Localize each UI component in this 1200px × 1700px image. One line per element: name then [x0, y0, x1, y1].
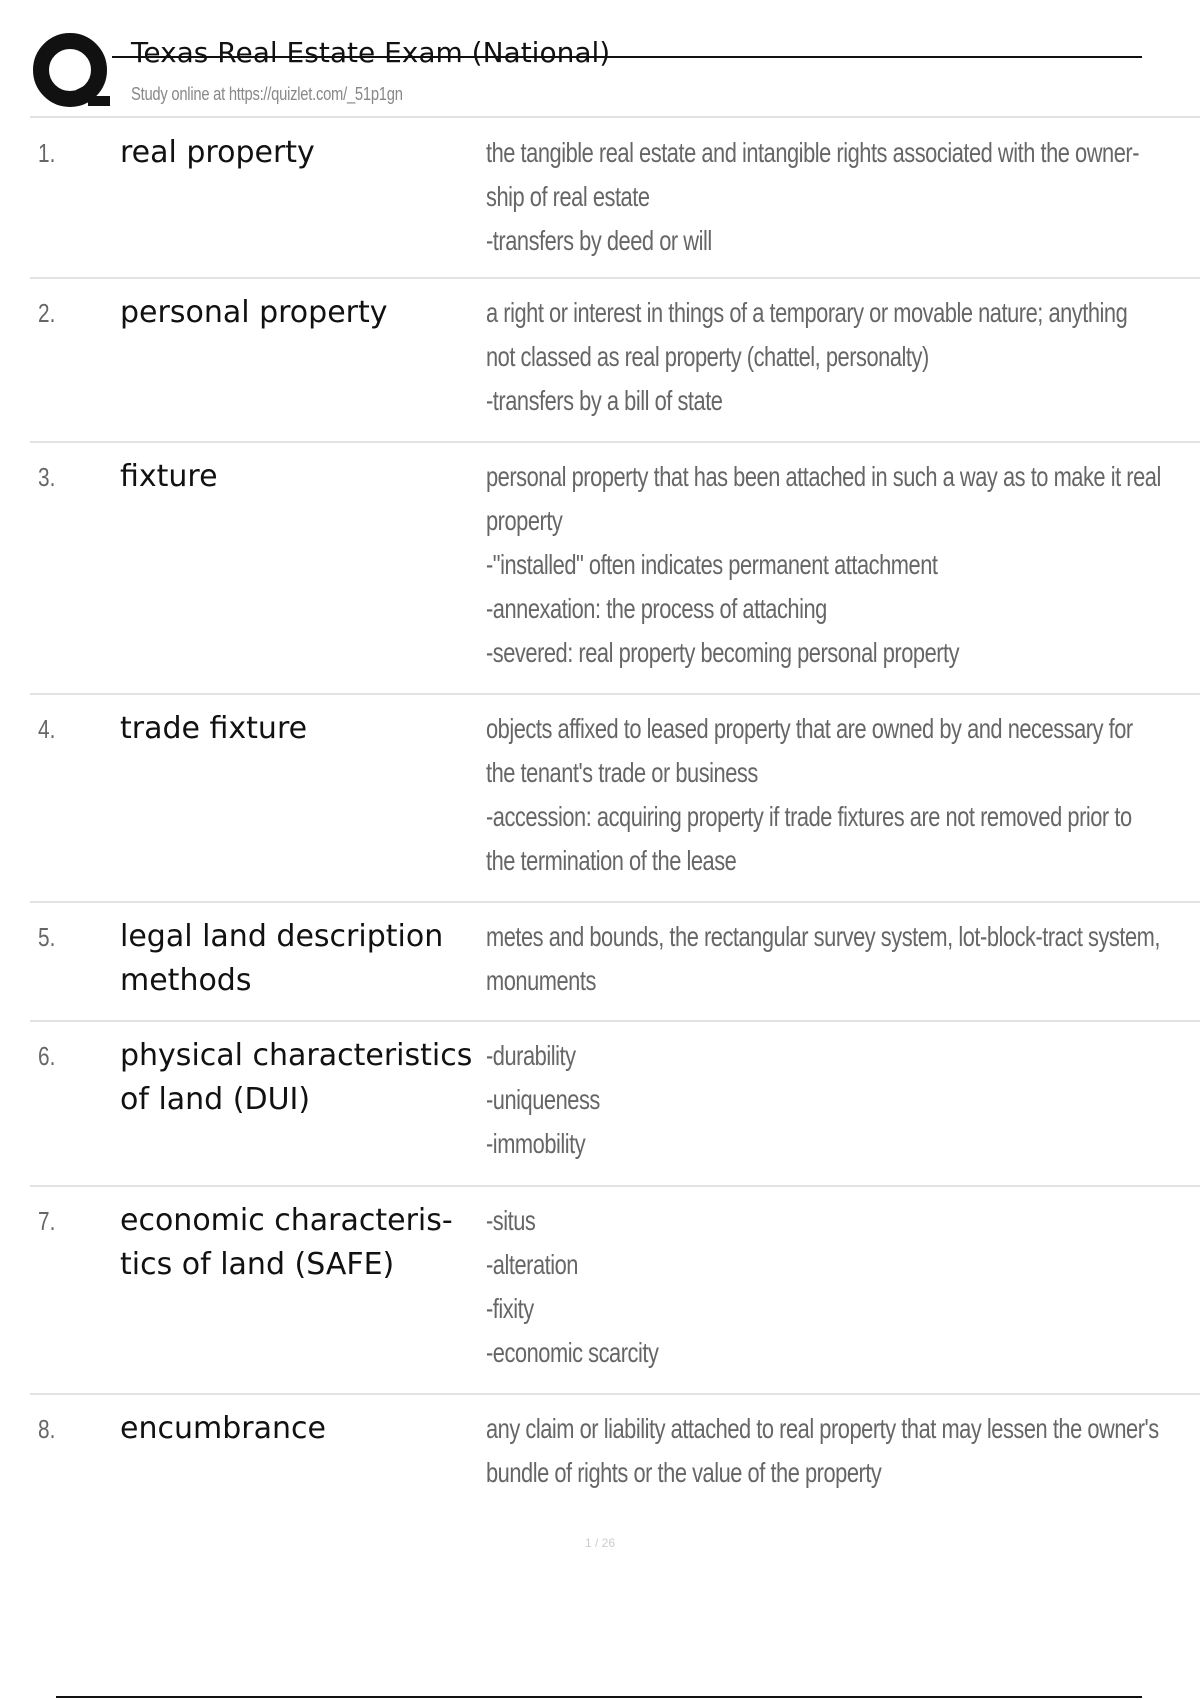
definition-line: -transfers by a bill of state — [486, 385, 723, 416]
card-number: 1. — [38, 138, 56, 168]
flashcard-row — [30, 277, 1200, 441]
definition-line: a right or interest in things of a temporary or movable nature; anything — [486, 297, 1128, 328]
study-online-link[interactable]: Study online at https://quizlet.com/_51p1gn — [131, 84, 403, 104]
card-term: economic characteris-tics of land (SAFE) — [120, 1203, 453, 1282]
definition-line: -immobility — [486, 1128, 586, 1159]
card-number: 3. — [38, 462, 56, 492]
card-number: 7. — [38, 1206, 56, 1236]
flashcard-list — [30, 116, 1200, 1513]
card-number: 2. — [38, 298, 56, 328]
card-definition — [486, 455, 1200, 675]
definition-line: not classed as real property (chattel, personalty) — [486, 341, 929, 372]
card-term: fixture — [120, 459, 218, 494]
card-definition — [486, 707, 1200, 883]
definition-line: the tangible real estate and intangible rights associated with the owner- — [486, 137, 1140, 168]
quizlet-logo-icon — [32, 32, 112, 112]
card-definition — [486, 131, 1200, 263]
card-definition — [486, 291, 1200, 423]
card-number: 6. — [38, 1041, 56, 1071]
card-definition — [486, 1034, 1200, 1166]
flashcard-row — [30, 693, 1200, 901]
definition-line: -fixity — [486, 1293, 534, 1324]
definition-line: ship of real estate — [486, 181, 650, 212]
flashcard-row — [30, 116, 1200, 277]
definition-line: personal property that has been attached in such a way as to make it real — [486, 461, 1161, 492]
card-number: 4. — [38, 714, 56, 744]
footer-rule — [56, 1696, 1142, 1698]
flashcard-row — [30, 1020, 1200, 1185]
definition-line: the termination of the lease — [486, 845, 737, 876]
definition-line: the tenant's trade or business — [486, 757, 758, 788]
definition-line: -alteration — [486, 1249, 578, 1280]
card-number: 5. — [38, 922, 56, 952]
card-term: legal land description methods — [120, 919, 444, 998]
definition-line: -transfers by deed or will — [486, 225, 712, 256]
definition-line: -accession: acquiring property if trade fixtures are not removed prior to — [486, 801, 1132, 832]
page-number: 1 / 26 — [584, 1536, 616, 1550]
card-term: encumbrance — [120, 1411, 326, 1446]
definition-line: property — [486, 505, 563, 536]
definition-line: any claim or liability attached to real property that may lessen the owner's — [486, 1413, 1159, 1444]
card-definition — [486, 1199, 1200, 1375]
definition-line: bundle of rights or the value of the property — [486, 1457, 882, 1488]
card-number: 8. — [38, 1414, 56, 1444]
definition-line: -durability — [486, 1040, 576, 1071]
definition-line: objects affixed to leased property that are owned by and necessary for — [486, 713, 1133, 744]
definition-line: -uniqueness — [486, 1084, 600, 1115]
flashcard-row — [30, 441, 1200, 693]
flashcard-row — [30, 1185, 1200, 1393]
definition-line: monuments — [486, 965, 596, 996]
card-term: trade fixture — [120, 711, 308, 746]
card-term: real property — [120, 135, 315, 170]
flashcard-row — [30, 901, 1200, 1020]
definition-line: -economic scarcity — [486, 1337, 659, 1368]
definition-line: -"installed" often indicates permanent attachment — [486, 549, 938, 580]
definition-line: -situs — [486, 1205, 536, 1236]
document-title: Texas Real Estate Exam (National) — [131, 36, 611, 69]
definition-line: metes and bounds, the rectangular survey system, lot-block-tract system, — [486, 921, 1160, 952]
card-definition — [486, 915, 1200, 1003]
card-term: physical characteristics of land (DUI) — [120, 1038, 473, 1117]
definition-line: -annexation: the process of attaching — [486, 593, 827, 624]
flashcard-row — [30, 1393, 1200, 1513]
card-term: personal property — [120, 295, 388, 330]
definition-line: -severed: real property becoming personal property — [486, 637, 960, 668]
card-definition — [486, 1407, 1200, 1495]
